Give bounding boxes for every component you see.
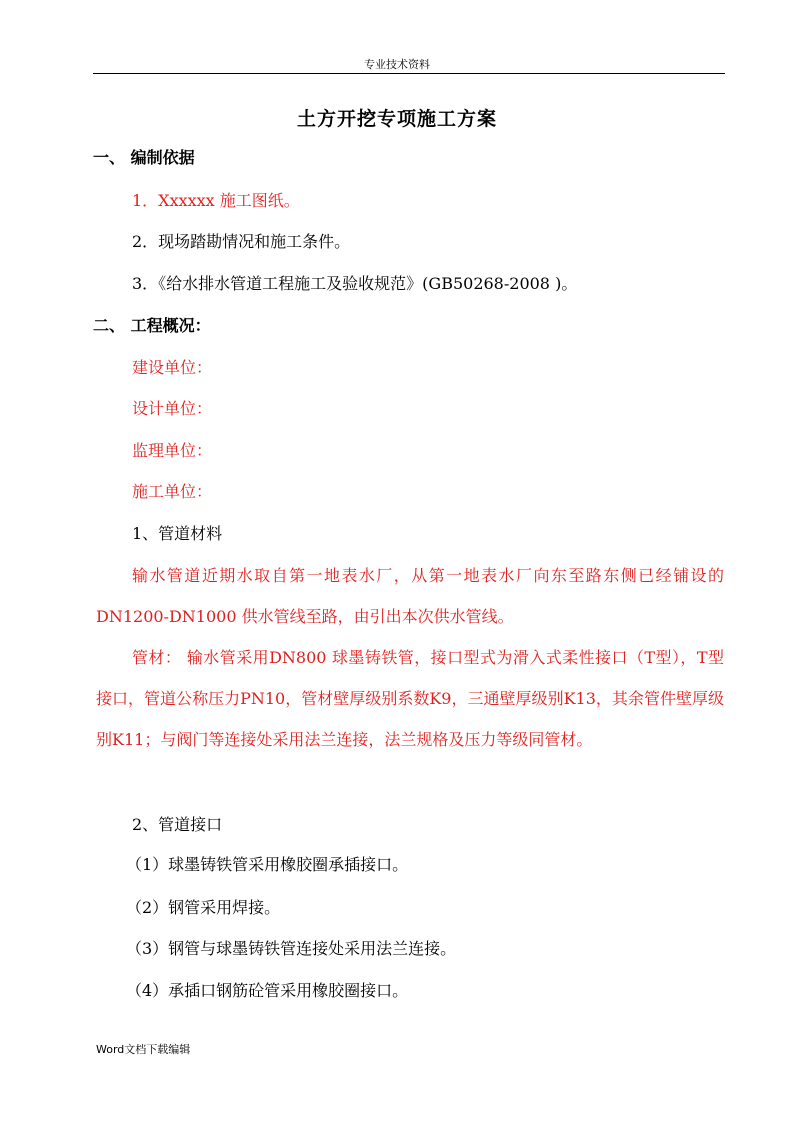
- section-2-heading: 二、 工程概况：: [93, 316, 211, 335]
- section-1-heading: 一、 编制依据: [93, 148, 195, 167]
- pipe-material-paragraph: 管材： 输水管采用DN800 球墨铸铁管，接口型式为滑入式柔性接口（T型），T型接口，管道公称压力PN10，管材壁厚级别系数K9，三通壁厚级别K13，其余管件壁厚级别K11；与阀门等连接处采用法兰连接，法兰规格及压力等级同管材。: [96, 648, 724, 749]
- joint-item-3: （3）钢管与球墨铸铁管连接处采用法兰连接。: [126, 939, 457, 958]
- unit-designer: 设计单位：: [132, 399, 213, 418]
- page-footer: Word文档下载编辑: [96, 1043, 191, 1056]
- pipe-source-paragraph: 输水管道近期水取自第一地表水厂，从第一地表水厂向东至路东侧已经铺设的DN1200-DN1000 供水管线至路，由引出本次供水管线。: [96, 566, 724, 626]
- joint-item-2: （2）钢管采用焊接。: [126, 898, 281, 917]
- joint-item-1: （1）球墨铸铁管采用橡胶圈承插接口。: [126, 855, 409, 874]
- subsection-pipe-joint: 2、管道接口: [132, 815, 223, 834]
- basis-item-3: 3．《给水排水管道工程施工及验收规范》(GB50268-2008 )。: [132, 274, 578, 293]
- joint-item-4: （4）承插口钢筋砼管采用橡胶圈接口。: [126, 981, 409, 1000]
- subsection-pipe-material: 1、管道材料: [132, 524, 223, 543]
- unit-contractor: 施工单位：: [132, 482, 213, 501]
- unit-supervisor: 监理单位：: [132, 441, 213, 460]
- header-divider: [93, 73, 725, 74]
- page-header: 专业技术资料: [364, 58, 430, 71]
- basis-item-1: 1．Xxxxxx 施工图纸。: [132, 191, 300, 210]
- basis-item-2: 2．现场踏勘情况和施工条件。: [132, 232, 351, 251]
- unit-owner: 建设单位：: [132, 358, 213, 377]
- document-title: 土方开挖专项施工方案: [296, 108, 497, 130]
